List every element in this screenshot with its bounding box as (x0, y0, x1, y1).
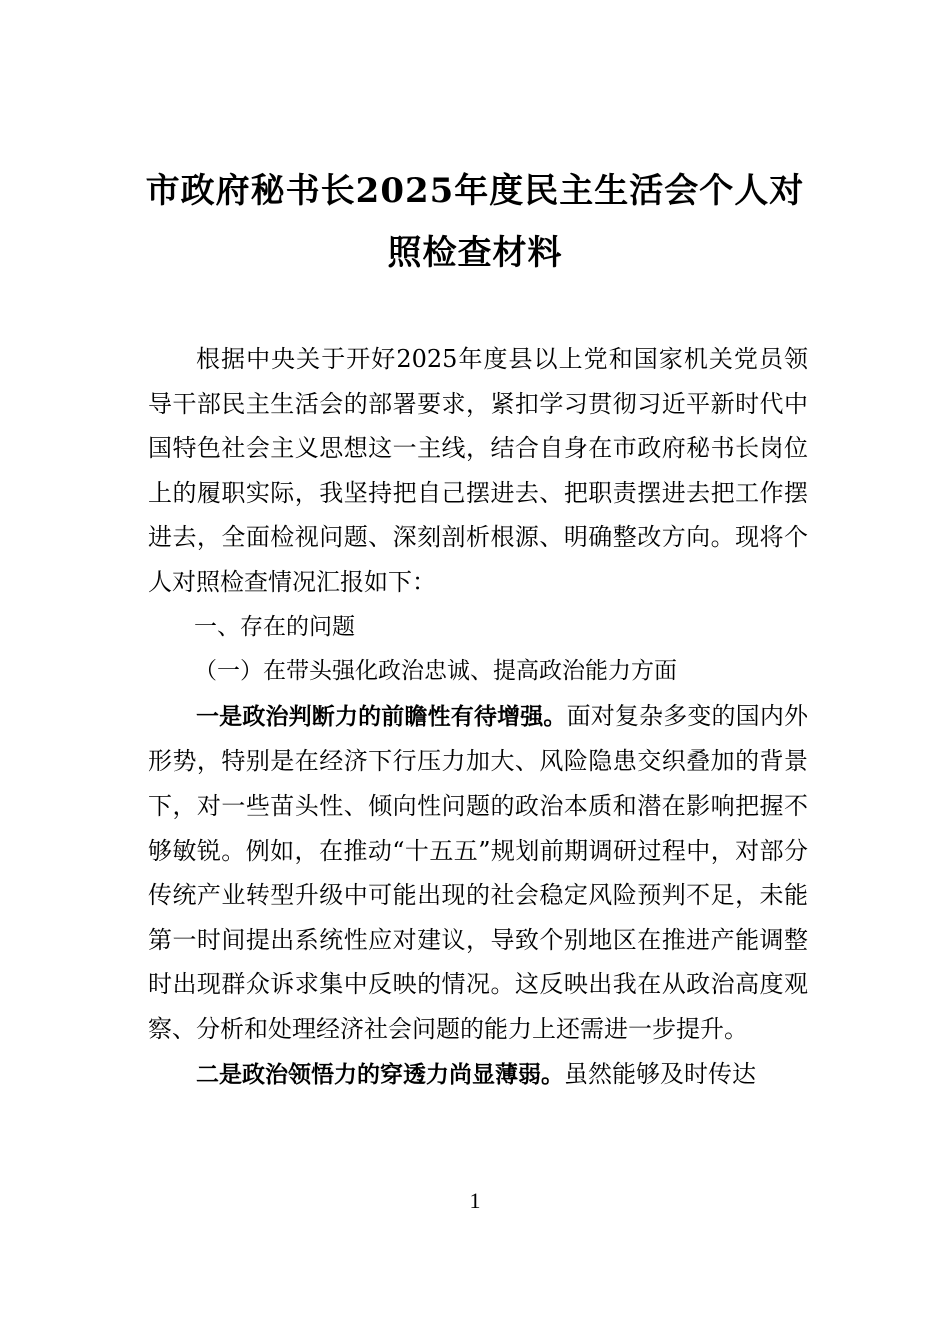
page-number: 1 (469, 1188, 481, 1213)
document-body (148, 337, 808, 1097)
section-heading: 一、存在的问题 (194, 613, 355, 640)
subsection-heading: （一）在带头强化政治忠诚、提高政治能力方面 (194, 658, 677, 685)
point-1-body: 面对复杂多变的国内外形势，特别是在经济下行压力加大、风险隐患交织叠加的背景下，对一些苗头性、倾向性问题的政治本质和潜在影响把握不够敏锐。例如，在推动“十五五”规划前期调研过程中，对部分传统产业转型升级中可能出现的社会稳定风险预判不足，未能第一时间提出系统性应对建议，导致个别地区在推进产能调整时出现群众诉求集中反映的情况。这反映出我在从政治高度观察、分析和处理经济社会问题的能力上还需进一步提升。 (148, 701, 809, 1043)
point-1-lead: 一是政治判断力的前瞻性有待增强。 (196, 703, 567, 730)
point-paragraph-2 (148, 1052, 808, 1098)
intro-paragraph: 根据中央关于开好2025年度县以上党和国家机关党员领导干部民主生活会的部署要求，紧扣学习贯彻习近平新时代中国特色社会主义思想这一主线，结合自身在市政府秘书长岗位上的履职实际，我坚持把自己摆进去、把职责摆进去把工作摆进去，全面检视问题、深刻剖析根源、明确整改方向。现将个人对照检查情况汇报如下： (148, 345, 808, 596)
document-title: 市政府秘书长2025年度民主生活会个人对照检查材料 (145, 171, 805, 273)
point-paragraph-1 (148, 694, 808, 1052)
point-2-body: 虽然能够及时传达 (564, 1059, 756, 1088)
point-2-lead: 二是政治领悟力的穿透力尚显薄弱。 (196, 1061, 564, 1088)
